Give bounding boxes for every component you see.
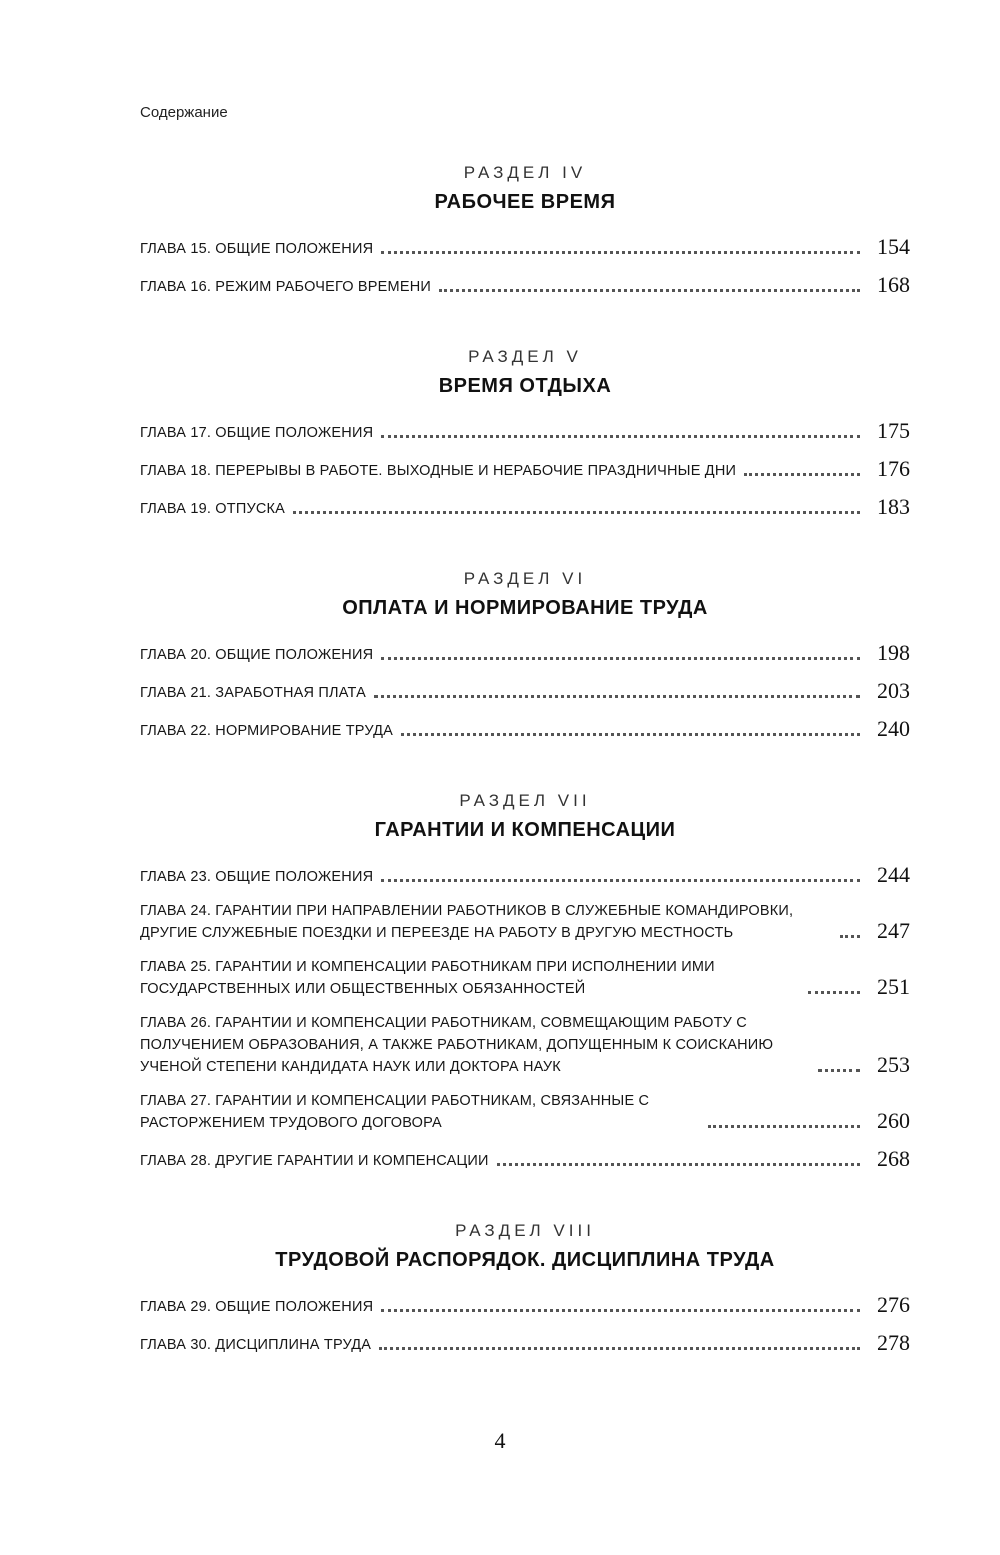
chapter-title: ГЛАВА 23. ОБЩИЕ ПОЛОЖЕНИЯ xyxy=(140,869,374,885)
toc-entry[interactable] xyxy=(140,950,910,1006)
dot-leader xyxy=(818,1069,860,1072)
chapter-list xyxy=(140,412,910,526)
dot-leader xyxy=(381,657,860,660)
chapter-title: ГЛАВА 25. ГАРАНТИИ И КОМПЕНСАЦИИ РАБОТНИКАМ ПРИ ИСПОЛНЕНИИ ИМИ ГОСУДАРСТВЕННЫХ ИЛИ ОБЩЕСТВЕННЫХ ОБЯЗАННОСТЕЙ xyxy=(140,959,715,997)
dot-leader xyxy=(374,695,860,698)
section-title: РАБОЧЕЕ ВРЕМЯ xyxy=(434,191,616,213)
toc-entry[interactable] xyxy=(140,1140,910,1178)
toc-entry[interactable] xyxy=(140,412,910,450)
toc-entry[interactable] xyxy=(140,1324,910,1362)
chapter-title: ГЛАВА 21. ЗАРАБОТНАЯ ПЛАТА xyxy=(140,685,366,701)
chapter-title: ГЛАВА 15. ОБЩИЕ ПОЛОЖЕНИЯ xyxy=(140,241,374,257)
page-number: 240 xyxy=(877,716,910,741)
section-viii xyxy=(140,1218,910,1362)
chapter-title: ГЛАВА 28. ДРУГИЕ ГАРАНТИИ И КОМПЕНСАЦИИ xyxy=(140,1153,489,1169)
section-label: РАЗДЕЛ VII xyxy=(459,791,591,810)
dot-leader xyxy=(808,991,860,994)
chapter-title: ГЛАВА 27. ГАРАНТИИ И КОМПЕНСАЦИИ РАБОТНИКАМ, СВЯЗАННЫЕ С РАСТОРЖЕНИЕМ ТРУДОВОГО ДОГОВОРА xyxy=(140,1093,650,1131)
toc-entry[interactable] xyxy=(140,266,910,304)
dot-leader xyxy=(401,733,860,736)
dot-leader xyxy=(744,473,860,476)
dot-leader xyxy=(381,1309,860,1312)
toc-entry[interactable] xyxy=(140,894,910,950)
page-number: 268 xyxy=(877,1146,910,1171)
chapter-list xyxy=(140,228,910,304)
page-number: 244 xyxy=(877,862,910,887)
page-number: 175 xyxy=(877,418,910,443)
dot-leader xyxy=(293,511,860,514)
page-number: 247 xyxy=(877,918,910,943)
toc-entry[interactable] xyxy=(140,710,910,748)
dot-leader xyxy=(439,289,860,292)
toc-entry[interactable] xyxy=(140,1006,910,1084)
page-number: 176 xyxy=(877,456,910,481)
chapter-title: ГЛАВА 19. ОТПУСКА xyxy=(140,501,286,517)
dot-leader xyxy=(381,879,860,882)
page-number: 168 xyxy=(877,272,910,297)
toc-entry[interactable] xyxy=(140,1286,910,1324)
chapter-list xyxy=(140,856,910,1178)
page-number: 276 xyxy=(877,1292,910,1317)
chapter-title: ГЛАВА 18. ПЕРЕРЫВЫ В РАБОТЕ. ВЫХОДНЫЕ И НЕРАБОЧИЕ ПРАЗДНИЧНЫЕ ДНИ xyxy=(140,463,737,479)
page-number: 198 xyxy=(877,640,910,665)
chapter-title: ГЛАВА 16. РЕЖИМ РАБОЧЕГО ВРЕМЕНИ xyxy=(140,279,431,295)
chapter-list xyxy=(140,1286,910,1362)
section-label: РАЗДЕЛ VIII xyxy=(455,1221,595,1240)
chapter-title: ГЛАВА 20. ОБЩИЕ ПОЛОЖЕНИЯ xyxy=(140,647,374,663)
dot-leader xyxy=(381,435,860,438)
dot-leader xyxy=(381,251,860,254)
section-title: ВРЕМЯ ОТДЫХА xyxy=(438,375,612,397)
section-vi xyxy=(140,566,910,748)
chapter-list xyxy=(140,634,910,748)
table-of-contents xyxy=(140,160,910,1362)
toc-entry[interactable] xyxy=(140,488,910,526)
section-label: РАЗДЕЛ V xyxy=(468,347,582,366)
page-folio: 4 xyxy=(494,1428,506,1453)
section-title: ГАРАНТИИ И КОМПЕНСАЦИИ xyxy=(374,819,676,841)
page-number: 183 xyxy=(877,494,910,519)
section-title: ОПЛАТА И НОРМИРОВАНИЕ ТРУДА xyxy=(342,597,708,619)
page-number: 253 xyxy=(877,1052,910,1077)
running-head: Содержание xyxy=(140,104,228,121)
toc-entry[interactable] xyxy=(140,672,910,710)
section-vii xyxy=(140,788,910,1178)
section-label: РАЗДЕЛ IV xyxy=(463,163,587,182)
chapter-title: ГЛАВА 24. ГАРАНТИИ ПРИ НАПРАВЛЕНИИ РАБОТНИКОВ В СЛУЖЕБНЫЕ КОМАНДИРОВКИ, ДРУГИЕ СЛУЖЕБНЫЕ ПОЕЗДКИ И ПЕРЕЕЗДЕ НА РАБОТУ В ДРУГУЮ МЕСТНОСТЬ xyxy=(140,903,794,941)
dot-leader xyxy=(497,1163,860,1166)
section-label: РАЗДЕЛ VI xyxy=(463,569,587,588)
chapter-title: ГЛАВА 26. ГАРАНТИИ И КОМПЕНСАЦИИ РАБОТНИКАМ, СОВМЕЩАЮЩИМ РАБОТУ С ПОЛУЧЕНИЕМ ОБРАЗОВАНИЯ, А ТАКЖЕ РАБОТНИКАМ, ДОПУЩЕННЫМ К СОИСКАНИЮ УЧЕНОЙ СТЕПЕНИ КАНДИДАТА НАУК ИЛИ ДОКТОРА НАУК xyxy=(140,1015,774,1075)
section-title: ТРУДОВОЙ РАСПОРЯДОК. ДИСЦИПЛИНА ТРУДА xyxy=(275,1249,775,1271)
section-iv xyxy=(140,160,910,304)
page-number: 278 xyxy=(877,1330,910,1355)
page-number: 203 xyxy=(877,678,910,703)
page-number: 154 xyxy=(877,234,910,259)
chapter-title: ГЛАВА 22. НОРМИРОВАНИЕ ТРУДА xyxy=(140,723,394,739)
toc-entry[interactable] xyxy=(140,228,910,266)
toc-entry[interactable] xyxy=(140,1084,910,1140)
dot-leader xyxy=(840,935,860,938)
toc-entry[interactable] xyxy=(140,634,910,672)
toc-entry[interactable] xyxy=(140,450,910,488)
section-v xyxy=(140,344,910,526)
page-number: 251 xyxy=(877,974,910,999)
dot-leader xyxy=(379,1347,860,1350)
page-number: 260 xyxy=(877,1108,910,1133)
dot-leader xyxy=(708,1125,860,1128)
chapter-title: ГЛАВА 29. ОБЩИЕ ПОЛОЖЕНИЯ xyxy=(140,1299,374,1315)
chapter-title: ГЛАВА 30. ДИСЦИПЛИНА ТРУДА xyxy=(140,1337,372,1353)
toc-entry[interactable] xyxy=(140,856,910,894)
chapter-title: ГЛАВА 17. ОБЩИЕ ПОЛОЖЕНИЯ xyxy=(140,425,374,441)
